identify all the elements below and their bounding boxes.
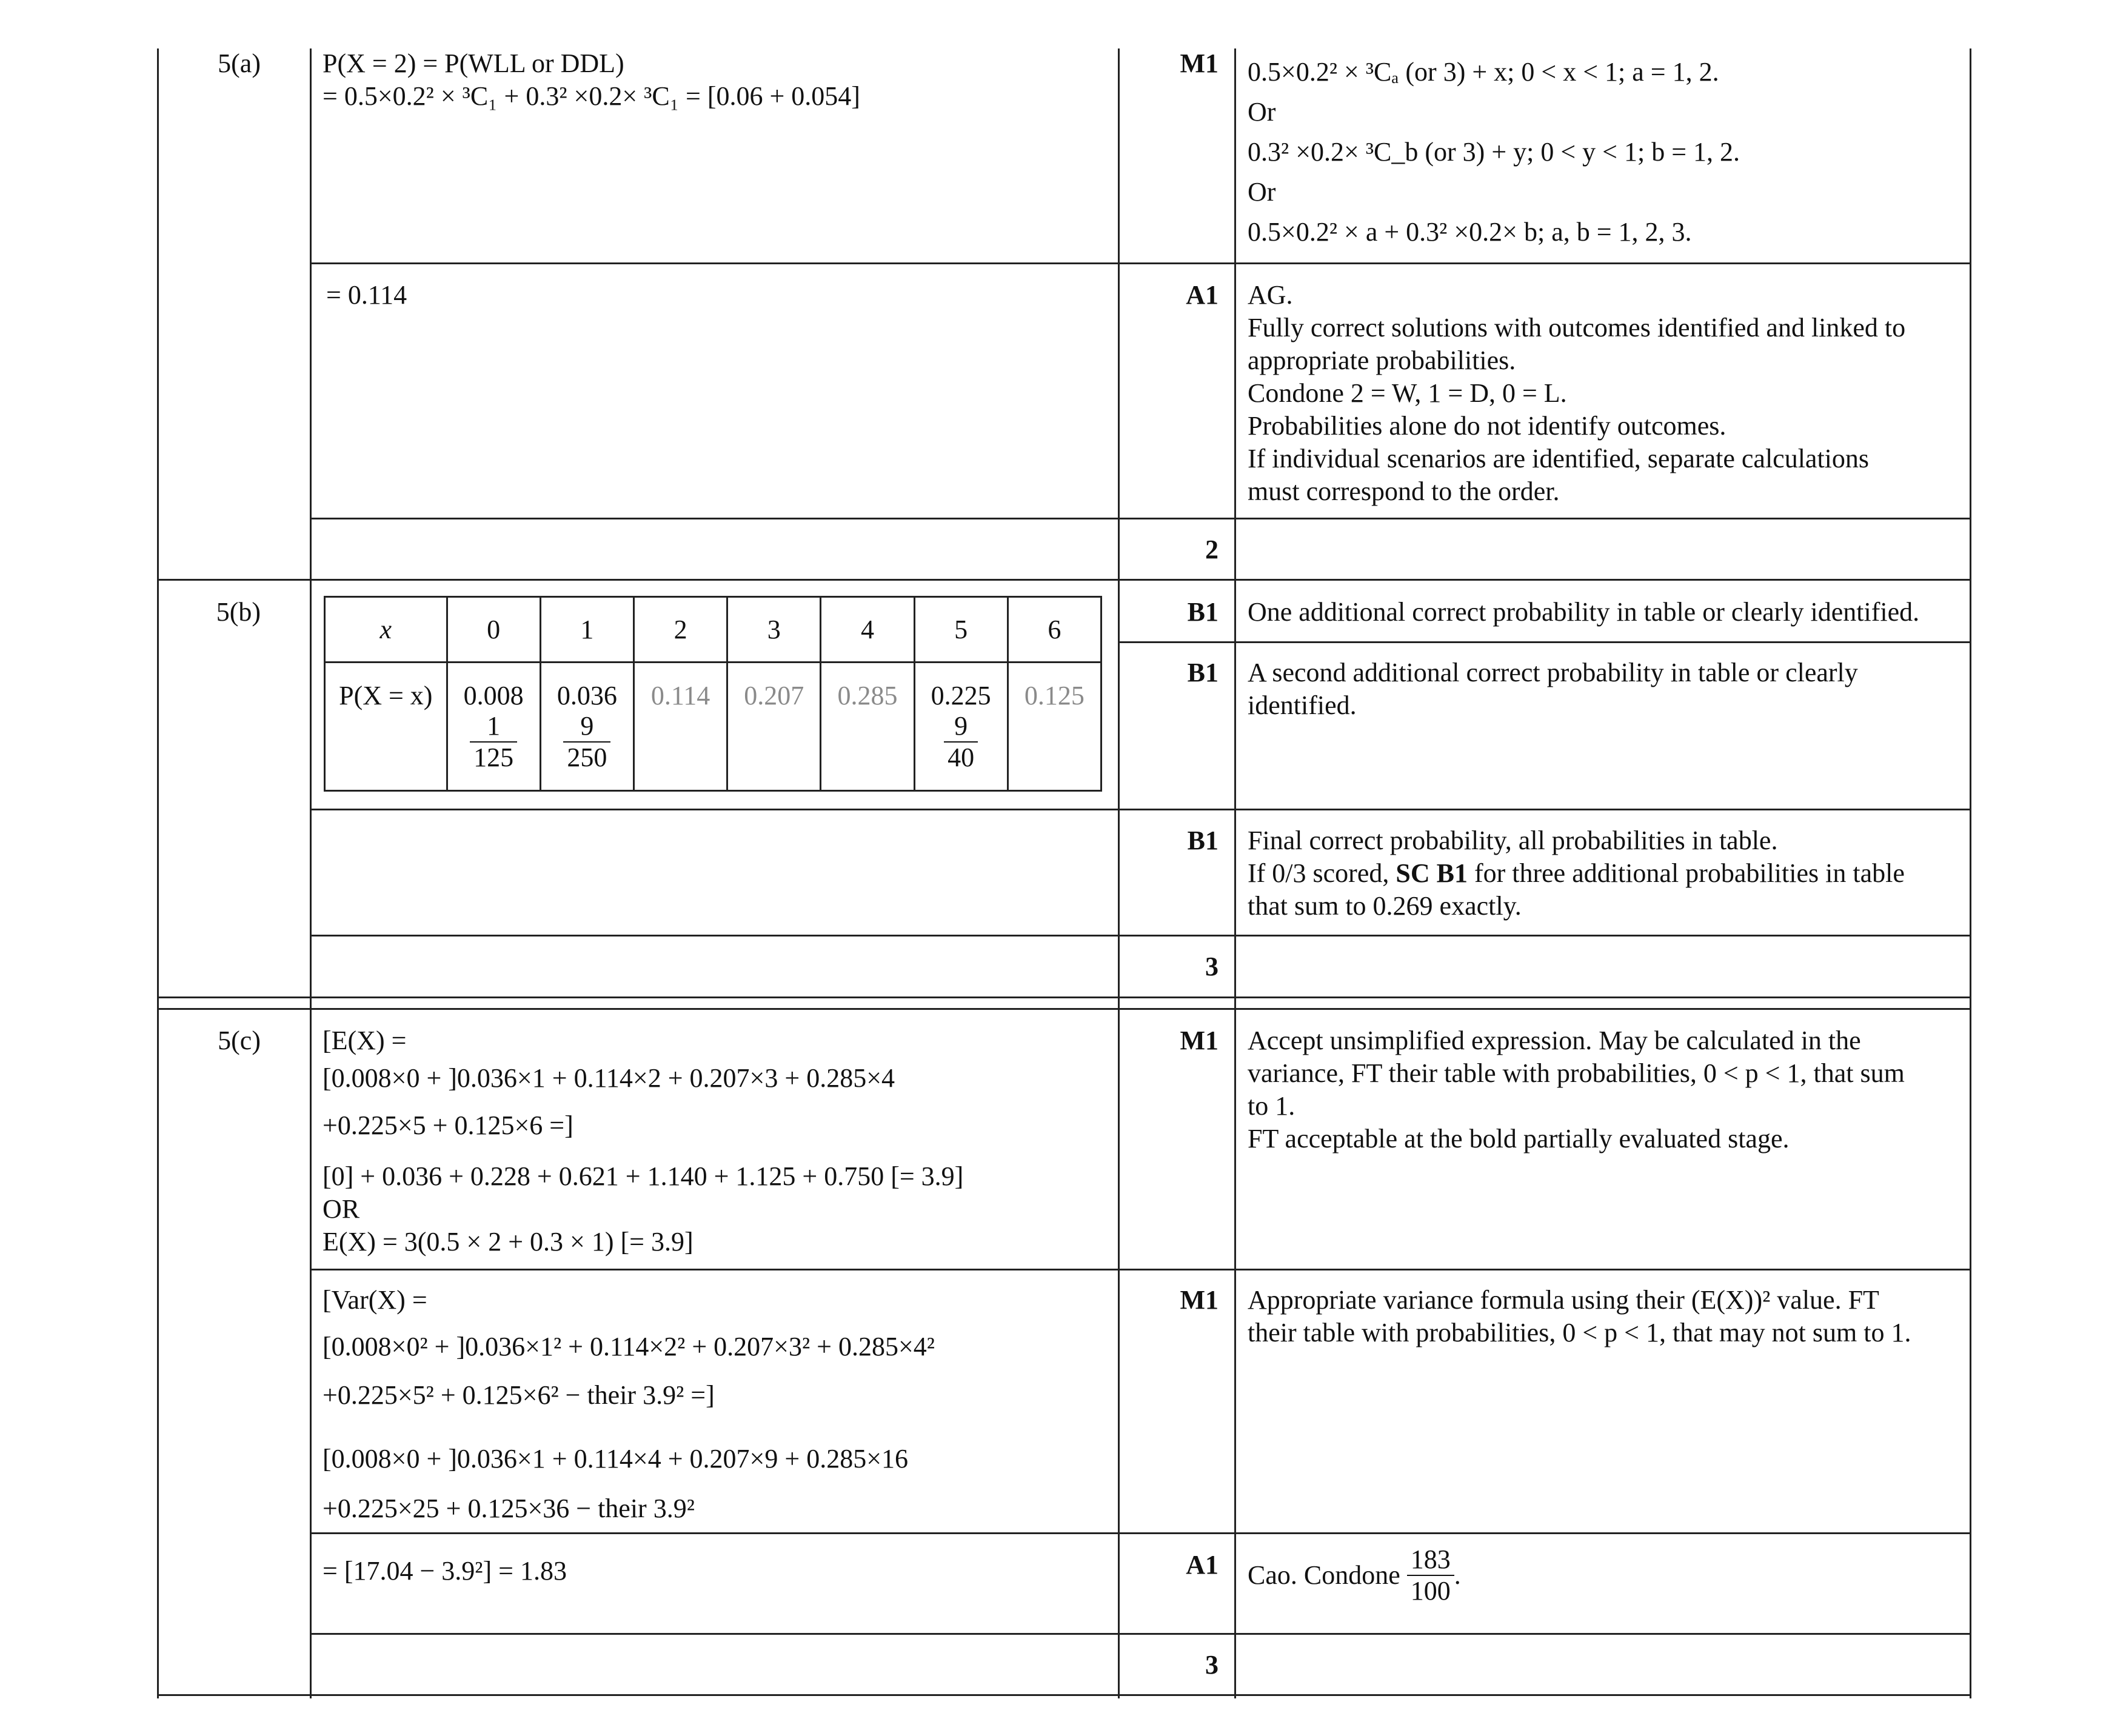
guidance-5c-m1-variance <box>1248 1284 1966 1349</box>
p-decimal: 0.008 <box>463 681 524 710</box>
mark-m1: M1 <box>1180 1285 1218 1315</box>
col-divider-guidance <box>1234 48 1236 1698</box>
row-divider <box>310 262 1971 264</box>
answer-line: [Var(X) = <box>323 1285 427 1315</box>
answer-line: +0.225×5 + 0.125×6 =] <box>323 1110 573 1140</box>
p-fraction: $\frac{9}{40}$ <box>944 711 978 773</box>
table-border-bottom <box>157 1694 1971 1696</box>
guidance-5c-a1: Cao. Condone $\frac{183}{100}$ . <box>1248 1544 1461 1606</box>
x-value: 2 <box>633 597 727 663</box>
mark-m1: M1 <box>1180 48 1218 78</box>
row-divider <box>310 1633 1971 1635</box>
x-label: x <box>325 597 447 663</box>
guidance-line: Or <box>1248 177 1276 207</box>
row-divider <box>310 1532 1971 1534</box>
mark-a1: A1 <box>1186 280 1218 310</box>
p-decimal: 0.036 <box>557 681 617 710</box>
row-divider <box>1118 641 1971 643</box>
x-value: 3 <box>727 597 821 663</box>
row-divider <box>310 1269 1971 1270</box>
col-divider-answer <box>310 48 312 1698</box>
guidance-line: Accept unsimplified expression. May be calculated in the <box>1248 1026 1861 1055</box>
p-label: P(X = x) <box>325 663 447 791</box>
answer-result: = 0.114 <box>326 280 407 310</box>
guidance-line: 0.5×0.2² × ³Cₐ (or 3) + x; 0 < x < 1; a = 1, 2. <box>1248 57 1719 87</box>
answer-line: +0.225×5² + 0.125×6² − their 3.9² =] <box>323 1380 715 1410</box>
question-divider <box>157 579 1971 581</box>
p-cell <box>914 663 1008 791</box>
answer-line: [0.008×0² + ]0.036×1² + 0.114×2² + 0.207×3² + 0.285×4² <box>323 1332 935 1361</box>
answer-line: P(X = 2) = P(WLL or DDL) <box>323 48 624 78</box>
p-fraction: $\frac{9}{250}$ <box>563 711 610 773</box>
p-cell <box>447 663 540 791</box>
guidance-line: to 1. <box>1248 1091 1295 1121</box>
p-decimal: 0.225 <box>931 681 991 710</box>
answer-line: [0.008×0 + ]0.036×1 + 0.114×2 + 0.207×3 + 0.285×4 <box>323 1063 895 1093</box>
answer-5a <box>323 47 1105 113</box>
guidance-line: must correspond to the order. <box>1248 476 1560 506</box>
mark-m1: M1 <box>1180 1026 1218 1055</box>
special-case-label: SC B1 <box>1396 858 1468 888</box>
question-divider <box>157 1008 1971 1010</box>
guidance-line: If individual scenarios are identified, separate calculations <box>1248 444 1870 473</box>
p-fraction: $\frac{1}{125}$ <box>470 711 517 773</box>
question-divider <box>157 997 1971 998</box>
guidance-line: Condone 2 = W, 1 = D, 0 = L. <box>1248 378 1567 408</box>
guidance-line: If 0/3 scored, SC B1 for three additional probabilities in table <box>1248 858 1905 888</box>
mark-b1: B1 <box>1187 597 1218 627</box>
answer-line: [E(X) = <box>323 1026 407 1055</box>
answer-line: OR <box>323 1194 360 1224</box>
condone-fraction: $\frac{183}{100}$ <box>1407 1544 1454 1606</box>
x-value: 5 <box>914 597 1008 663</box>
guidance-line: AG. <box>1248 280 1293 310</box>
answer-final: = [17.04 − 3.9²] = 1.83 <box>323 1556 567 1586</box>
guidance-line: Fully correct solutions with outcomes identified and linked to <box>1248 313 1906 342</box>
answer-expectation <box>323 1024 1105 1258</box>
mark-b1: B1 <box>1187 826 1218 855</box>
p-decimal: 0.285 <box>821 663 914 791</box>
guidance-text: Cao. Condone <box>1248 1560 1400 1590</box>
guidance-line: A second additional correct probability in table or clearly <box>1248 658 1858 687</box>
probability-table <box>324 596 1102 792</box>
guidance-line: identified. <box>1248 690 1357 720</box>
row-divider <box>310 809 1971 810</box>
guidance-line: Appropriate variance formula using their (E(X))² value. FT <box>1248 1285 1879 1315</box>
answer-line: +0.225×25 + 0.125×36 − their 3.9² <box>323 1494 695 1523</box>
guidance-line: FT acceptable at the bold partially evaluated stage. <box>1248 1124 1790 1153</box>
row-divider <box>310 518 1971 519</box>
x-value: 6 <box>1008 597 1101 663</box>
p-decimal: 0.114 <box>633 663 727 791</box>
guidance-5b-b1: One additional correct probability in table or clearly identified. <box>1248 597 1920 627</box>
guidance-5a-a1 <box>1248 279 1963 508</box>
question-number: 5(b) <box>216 597 261 627</box>
answer-line: E(X) = 3(0.5 × 2 + 0.3 × 1) [= 3.9] <box>323 1227 694 1257</box>
question-number: 5(a) <box>218 48 261 78</box>
guidance-line: Probabilities alone do not identify outcomes. <box>1248 411 1727 441</box>
question-number: 5(c) <box>218 1026 261 1055</box>
p-decimal: 0.207 <box>727 663 821 791</box>
table-border-left <box>157 48 159 1698</box>
guidance-line: variance, FT their table with probabilities, 0 < p < 1, that sum <box>1248 1058 1905 1088</box>
x-value: 4 <box>821 597 914 663</box>
guidance-line: Or <box>1248 97 1276 127</box>
total-marks: 2 <box>1205 535 1218 564</box>
guidance-line: 0.3² ×0.2× ³C_b (or 3) + y; 0 < y < 1; b = 1, 2. <box>1248 137 1740 167</box>
answer-line: [0.008×0 + ]0.036×1 + 0.114×4 + 0.207×9 + 0.285×16 <box>323 1444 909 1474</box>
answer-variance <box>323 1284 1105 1525</box>
total-marks: 3 <box>1205 952 1218 981</box>
guidance-line: Final correct probability, all probabilities in table. <box>1248 826 1778 855</box>
row-divider <box>310 935 1971 936</box>
guidance-line: 0.5×0.2² × a + 0.3² ×0.2× b; a, b = 1, 2, 3. <box>1248 217 1692 247</box>
mark-b1: B1 <box>1187 658 1218 687</box>
total-marks: 3 <box>1205 1650 1218 1680</box>
guidance-line: appropriate probabilities. <box>1248 346 1516 375</box>
p-decimal: 0.125 <box>1008 663 1101 791</box>
guidance-line: their table with probabilities, 0 < p < 1, that may not sum to 1. <box>1248 1318 1911 1347</box>
col-divider-marks <box>1118 48 1120 1698</box>
answer-line: = 0.5×0.2² × ³C₁ + 0.3² ×0.2× ³C₁ = [0.06 + 0.054] <box>323 81 860 111</box>
guidance-5a <box>1248 52 1963 252</box>
guidance-5b-b2 <box>1248 656 1966 722</box>
x-value: 1 <box>540 597 633 663</box>
guidance-line: that sum to 0.269 exactly. <box>1248 891 1522 921</box>
guidance-5c-m1 <box>1248 1024 1966 1155</box>
table-border-right <box>1970 48 1971 1698</box>
guidance-5b-b3 <box>1248 824 1966 923</box>
x-value: 0 <box>447 597 540 663</box>
mark-a1: A1 <box>1186 1550 1218 1580</box>
answer-line: [0] + 0.036 + 0.228 + 0.621 + 1.140 + 1.125 + 0.750 [= 3.9] <box>323 1161 964 1191</box>
p-cell <box>540 663 633 791</box>
